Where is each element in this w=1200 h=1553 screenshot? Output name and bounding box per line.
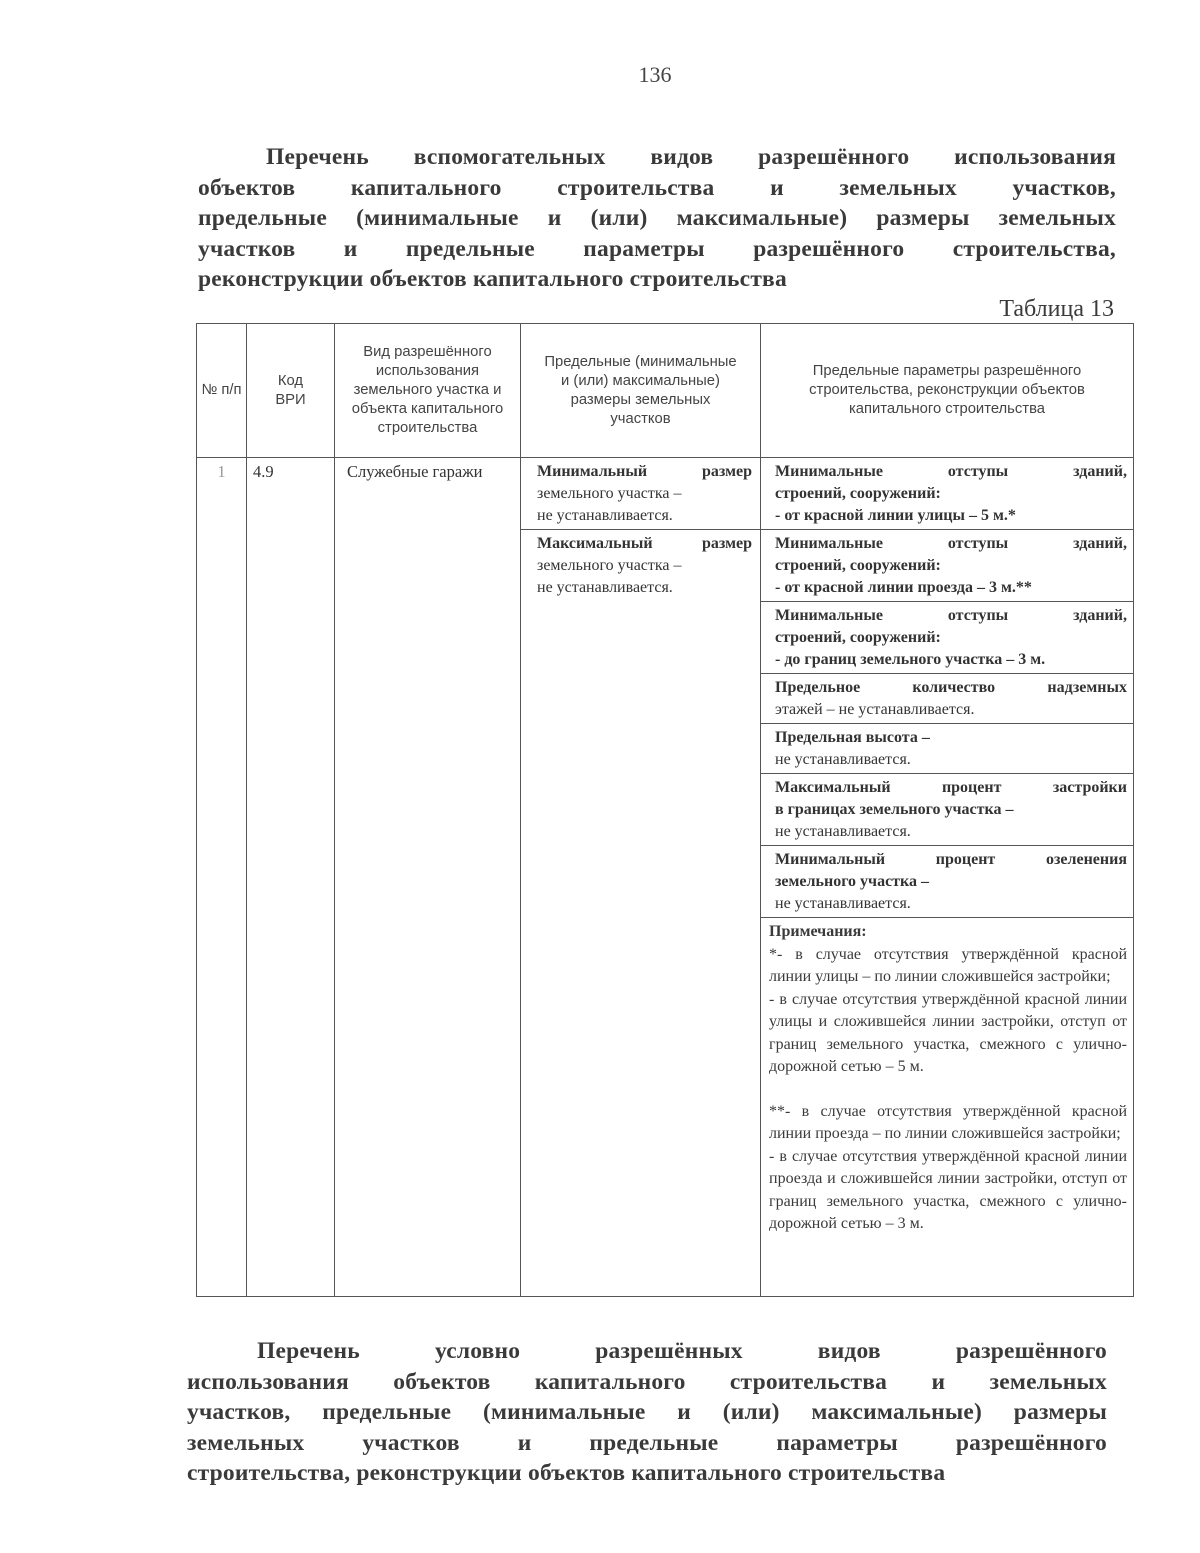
heading-line: объектов капитального строительства и земельных участков, <box>198 174 1116 201</box>
size-max-block <box>521 530 760 601</box>
heading-line: Перечень условно разрешённых видов разрешённого <box>257 1338 1107 1364</box>
size-max-title: Максимальный размер <box>537 535 752 552</box>
param-title: Минимальные отступы зданий, <box>775 535 1127 552</box>
heading-line: Перечень вспомогательных видов разрешённого использования <box>266 144 1116 170</box>
note-paragraph: *- в случае отсутствия утверждённой красной линии улицы – по линии сложившейся застройки; <box>769 945 1127 985</box>
param-line2: этажей – не устанавливается. <box>775 701 975 718</box>
notes-block <box>761 918 1133 1240</box>
param-title: Максимальный процент застройки <box>775 779 1127 796</box>
note-paragraph: **- в случае отсутствия утверждённой красной линии проезда – по линии сложившейся застройки; <box>769 1102 1127 1142</box>
heading-conditional-uses <box>187 1336 1107 1489</box>
cell-num <box>197 458 247 1297</box>
header-code: Код ВРИ <box>247 324 335 458</box>
param-line3: - до границ земельного участка – 3 м. <box>775 651 1046 668</box>
use-kind: Служебные гаражи <box>347 462 483 481</box>
table-label: Таблица 13 <box>999 296 1114 322</box>
table-row <box>197 458 1134 1297</box>
size-max-line2: земельного участка – <box>537 557 682 574</box>
note-paragraph: - в случае отсутствия утверждённой красной линии улицы и сложившейся линии застройки, отступ от границ земельного участка, смежного с улично-дорожной сетью – 5 м. <box>769 990 1127 1075</box>
param-block-height <box>761 724 1133 774</box>
notes-title: Примечания: <box>769 923 867 940</box>
param-block-min-greening <box>761 846 1133 918</box>
param-block-floors <box>761 674 1133 724</box>
param-title: Предельная высота – <box>775 729 930 746</box>
param-line2: не устанавливается. <box>775 751 911 768</box>
heading-line: использования объектов капитального строительства и земельных <box>187 1368 1107 1395</box>
param-line3: не устанавливается. <box>775 895 911 912</box>
param-line2: строений, сооружений: <box>775 557 941 574</box>
header-params: Предельные параметры разрешённого строительства, реконструкции объектов капитального строительства <box>761 324 1134 458</box>
table-header-row <box>197 324 1134 458</box>
param-title: Минимальные отступы зданий, <box>775 607 1127 624</box>
page-number: 136 <box>638 62 672 87</box>
size-max-line3: не устанавливается. <box>537 579 673 596</box>
param-line2: строений, сооружений: <box>775 485 941 502</box>
header-num: № п/п <box>197 324 247 458</box>
cell-code <box>247 458 335 1297</box>
size-min-block <box>521 458 760 530</box>
param-block-setback-boundary <box>761 602 1133 674</box>
heading-line: участков, предельные (минимальные и (или) максимальные) размеры <box>187 1399 1107 1425</box>
size-min-line3: не устанавливается. <box>537 507 673 524</box>
heading-auxiliary-uses <box>198 142 1116 295</box>
param-line2: в границах земельного участка – <box>775 801 1014 818</box>
heading-line: земельных участков и предельные параметры разрешённого <box>187 1429 1107 1456</box>
cell-sizes <box>521 458 761 1297</box>
param-line3: не устанавливается. <box>775 823 911 840</box>
param-title: Предельное количество надземных <box>775 679 1127 696</box>
param-line2: строений, сооружений: <box>775 629 941 646</box>
permitted-use-table <box>196 323 1134 1297</box>
header-kind: Вид разрешённого использования земельного участка и объекта капитального строительства <box>335 324 521 458</box>
cell-params <box>761 458 1134 1297</box>
note-paragraph: - в случае отсутствия утверждённой красной линии проезда и сложившейся линии застройки, отступ от границ земельного участка, смежного с улично-дорожной сетью – 3 м. <box>769 1147 1127 1232</box>
cell-kind <box>335 458 521 1297</box>
param-block-setback-passage <box>761 530 1133 602</box>
param-line3: - от красной линии проезда – 3 м.** <box>775 579 1032 596</box>
param-block-setback-street <box>761 458 1133 530</box>
param-block-max-coverage <box>761 774 1133 846</box>
vri-code: 4.9 <box>253 462 274 481</box>
param-line2: земельного участка – <box>775 873 930 890</box>
heading-line: строительства, реконструкции объектов капитального строительства <box>187 1460 946 1486</box>
param-line3: - от красной линии улицы – 5 м.* <box>775 507 1016 524</box>
heading-line: реконструкции объектов капитального строительства <box>198 266 787 292</box>
size-min-title: Минимальный размер <box>537 463 752 480</box>
header-sizes: Предельные (минимальные и (или) максимальные) размеры земельных участков <box>521 324 761 458</box>
param-title: Минимальные отступы зданий, <box>775 463 1127 480</box>
row-number: 1 <box>217 462 226 481</box>
note-spacer <box>769 1079 1127 1101</box>
param-title: Минимальный процент озеленения <box>775 851 1127 868</box>
size-min-line2: земельного участка – <box>537 485 682 502</box>
heading-line: участков и предельные параметры разрешённого строительства, <box>198 235 1116 262</box>
heading-line: предельные (минимальные и (или) максимальные) размеры земельных <box>198 205 1116 231</box>
